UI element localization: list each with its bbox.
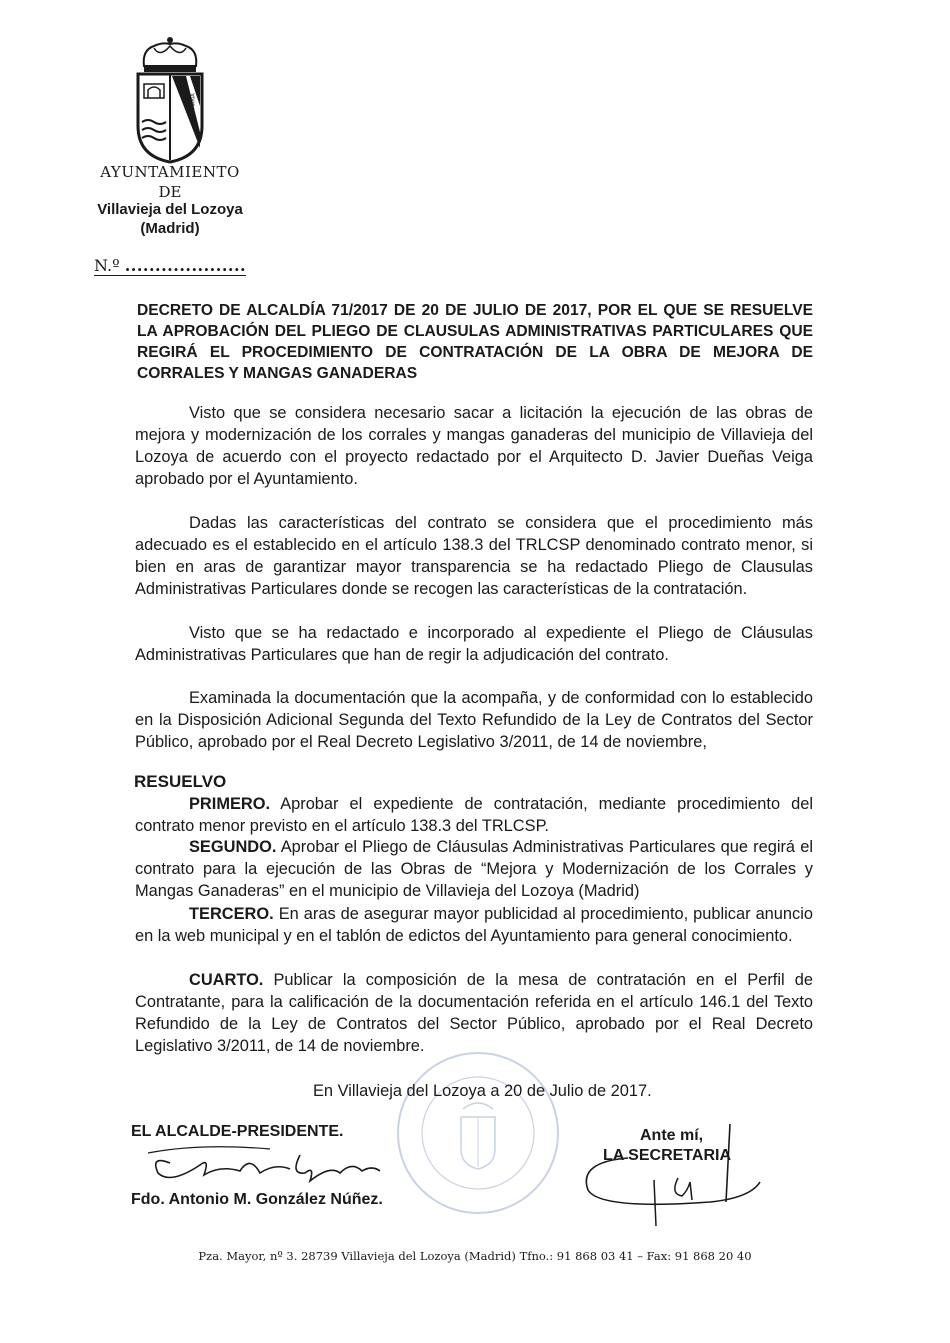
paragraph-text: Visto que se ha redactado e incorporado al expediente el Pliego de Cláusulas Administrativas Particulares que han de regir la adjudicación del contrato. bbox=[135, 624, 813, 664]
resolution-label: TERCERO. bbox=[189, 905, 274, 923]
mayor-signature-icon bbox=[140, 1135, 400, 1190]
secretary-signature-icon bbox=[570, 1120, 770, 1230]
resolution-label: CUARTO. bbox=[189, 971, 264, 989]
document-number bbox=[94, 256, 246, 276]
paragraph-text: Dadas las características del contrato se considera que el procedimiento más adecuado es el establecido en el artículo 138.3 del TRLCSP denominado contrato menor, si bien en aras de garantizar mayor transparencia se ha redactado Pliego de Clausulas Administrativas Particulares donde se recogen las características de la contratación. bbox=[135, 514, 813, 598]
paragraph-3 bbox=[135, 622, 813, 666]
paragraph-1 bbox=[135, 402, 813, 490]
municipal-crest-icon bbox=[130, 36, 210, 164]
mayor-role: EL ALCALDE-PRESIDENTE. bbox=[131, 1123, 344, 1140]
resolution-heading: RESUELVO bbox=[134, 772, 227, 791]
paragraph-4 bbox=[135, 687, 813, 753]
paragraph-2 bbox=[135, 512, 813, 600]
paragraph-text: Visto que se considera necesario sacar a licitación la ejecución de las obras de mejora y modernización de los corrales y mangas ganaderas del municipio de Villavieja del Lozoya de acuerdo con el proyecto redactado por el Arquitecto D. Javier Dueñas Veiga aprobado por el Ayuntamiento. bbox=[135, 404, 813, 488]
secretary-role: LA SECRETARIA bbox=[603, 1147, 731, 1164]
resolution-label: SEGUNDO. bbox=[189, 838, 277, 856]
footer-address: Pza. Mayor, nº 3. 28739 Villavieja del Lozoya (Madrid) Tfno.: 91 868 03 41 – Fax: 91 868 20 40 bbox=[198, 1249, 752, 1263]
official-stamp-icon bbox=[393, 1045, 563, 1220]
resolution-label: PRIMERO. bbox=[189, 795, 271, 813]
resolution-text: Aprobar el Pliego de Cláusulas Administrativas Particulares que regirá el contrato para la ejecución de las Obras de “Mejora y Modernización de los Corrales y Mangas Ganaderas” en el municipio de Villavieja del Lozoya (Madrid) bbox=[135, 838, 813, 900]
resolution-text: En aras de asegurar mayor publicidad al procedimiento, publicar anuncio en la web municipal y en el tablón de edictos del Ayuntamiento para general conocimiento. bbox=[135, 905, 813, 945]
place-and-date: En Villavieja del Lozoya a 20 de Julio de 2017. bbox=[313, 1082, 652, 1100]
resolution-item-cuarto bbox=[135, 969, 813, 1057]
org-name-line1: AYUNTAMIENTO bbox=[100, 163, 240, 181]
mayor-name: Fdo. Antonio M. González Núñez. bbox=[131, 1191, 383, 1208]
paragraph-text: Examinada la documentación que la acompaña, y de conformidad con lo establecido en la Disposición Adicional Segunda del Texto Refundido de la Ley de Contratos del Sector Público, aprobado por el Real Decreto Legislativo 3/2011, de 14 de noviembre, bbox=[135, 689, 813, 751]
resolution-item-segundo bbox=[135, 836, 813, 902]
number-dots: .................... bbox=[124, 256, 247, 275]
resolution-item-tercero bbox=[135, 903, 813, 947]
number-label: N.º bbox=[94, 256, 120, 275]
resolution-item-primero bbox=[135, 793, 813, 837]
org-name-province: (Madrid) bbox=[140, 220, 200, 237]
org-name-line2: DE bbox=[158, 183, 182, 201]
org-name-town: Villavieja del Lozoya bbox=[97, 201, 243, 218]
crest-motto: AVE MARIA bbox=[190, 93, 197, 121]
resolution-text: Publicar la composición de la mesa de contratación en el Perfil de Contratante, para la calificación de la documentación referida en el artículo 146.1 del Texto Refundido de la Ley de Contratos del Sector Público, aprobado por el Real Decreto Legislativo 3/2011, de 14 de noviembre. bbox=[135, 971, 813, 1055]
decree-title: DECRETO DE ALCALDÍA 71/2017 DE 20 DE JULIO DE 2017, POR EL QUE SE RESUELVE LA APROBACIÓN DEL PLIEGO DE CLAUSULAS ADMINISTRATIVAS PARTICULARES QUE REGIRÁ EL PROCEDIMIENTO DE CONTRATACIÓN DE LA OBRA DE MEJORA DE CORRALES Y MANGAS GANADERAS bbox=[137, 302, 813, 382]
resolution-text: Aprobar el expediente de contratación, mediante procedimiento del contrato menor previsto en el artículo 138.3 del TRLCSP. bbox=[135, 795, 813, 835]
secretary-prefix: Ante mí, bbox=[640, 1127, 704, 1144]
